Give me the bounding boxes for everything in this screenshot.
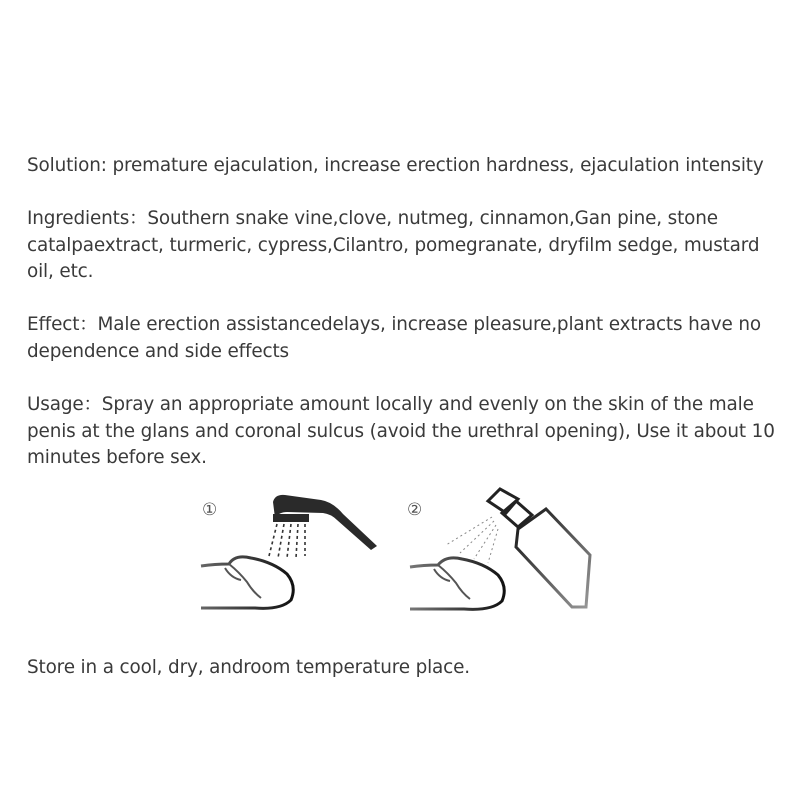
spray-nozzle-icon [195, 488, 385, 618]
ingredients-text: Ingredients：Southern snake vine,clove, nutmeg, cinnamon,Gan pine, stone catalpaextract, turmeric, cypress,Cilantro, pomegranate, dryfilm sedge, mustard oil, etc. [27, 208, 760, 282]
effect-text: Effect：Male erection assistancedelays, increase pleasure,plant extracts have no dependence and side effects [27, 314, 761, 362]
usage-text: Usage：Spray an appropriate amount locally and evenly on the skin of the male penis at the glans and coronal sulcus (avoid the urethral opening), Use it about 10 minutes before sex. [27, 394, 775, 468]
step-2-number: ② [407, 500, 423, 520]
storage-text: Store in a cool, dry, androom temperature place. [27, 657, 470, 678]
solution-text: Solution: premature ejaculation, increase erection hardness, ejaculation intensity [27, 155, 764, 176]
step-1-number: ① [202, 500, 218, 520]
spray-bottle-icon [400, 483, 600, 613]
